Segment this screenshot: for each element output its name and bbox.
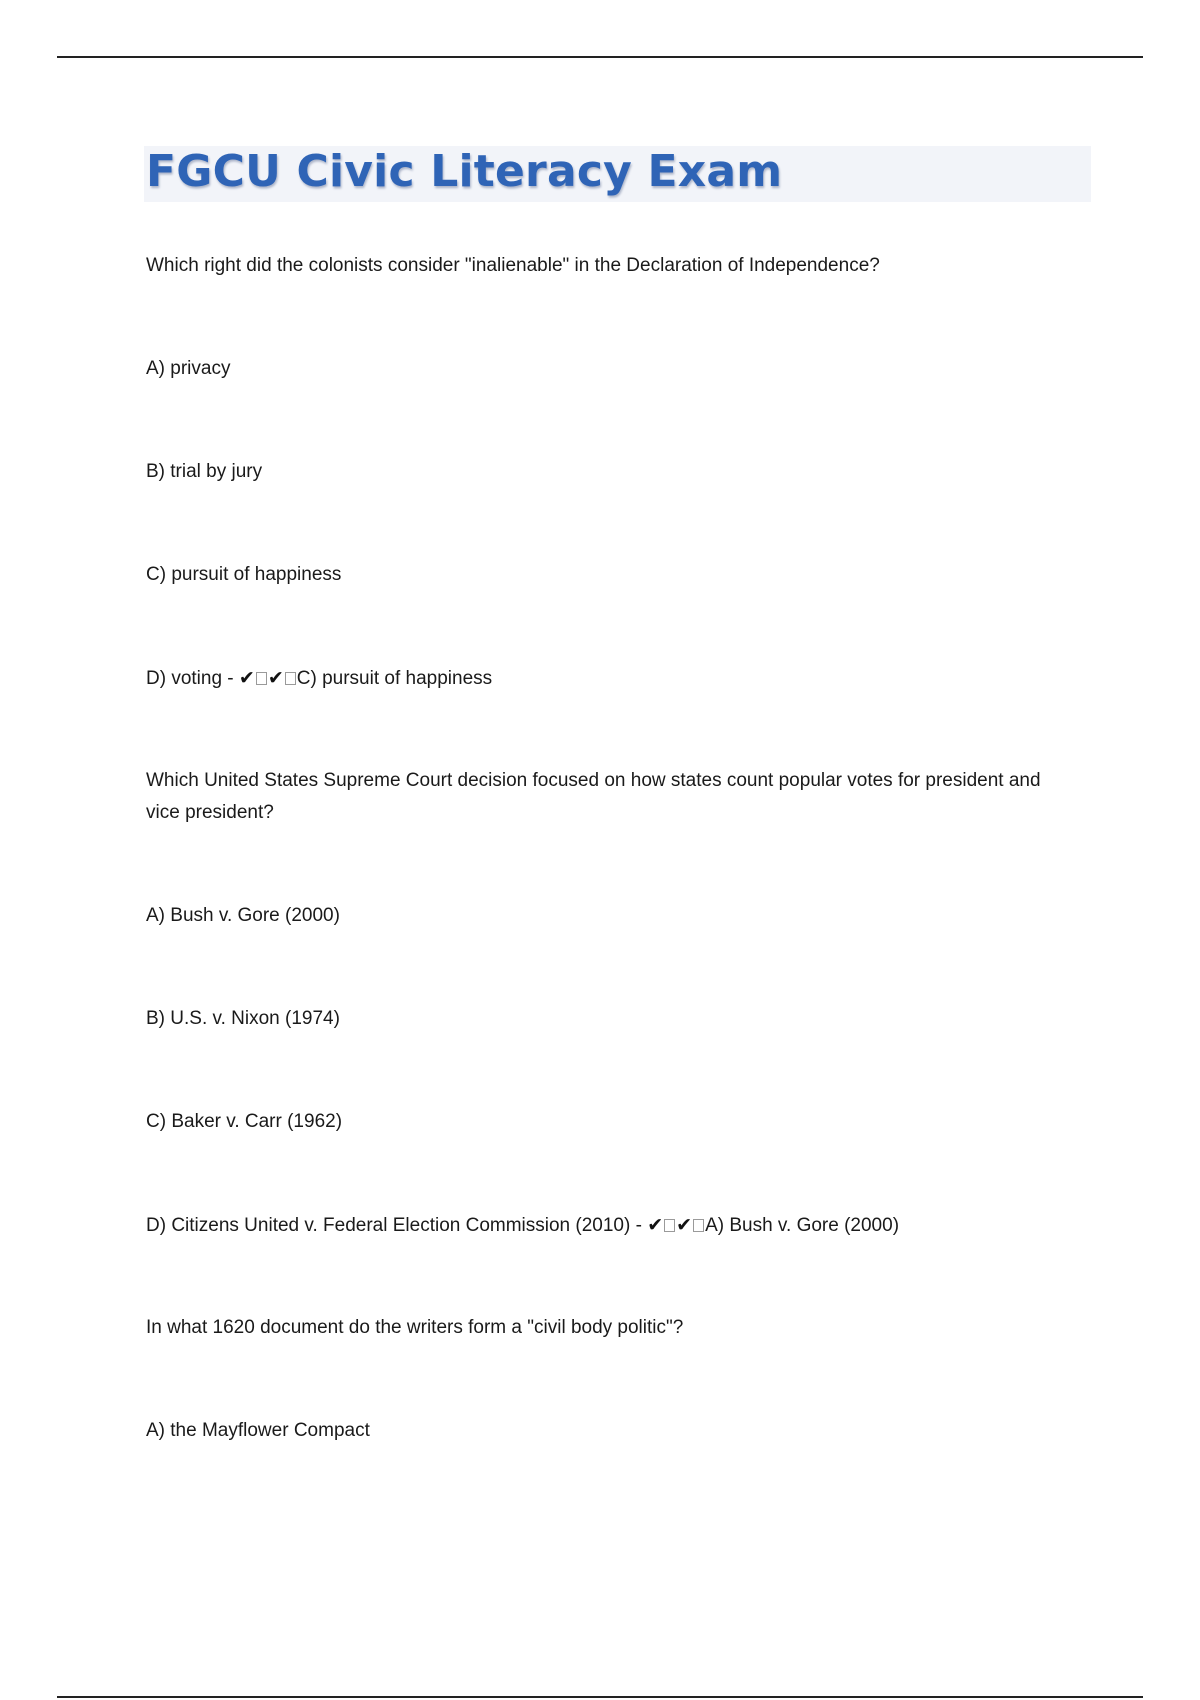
- question-1-option-d: D) voting -: [146, 668, 234, 689]
- question-2-prompt: Which United States Supreme Court decision focused on how states count popular votes for president and vice president?: [146, 770, 1041, 823]
- empty-box-icon: [256, 672, 267, 685]
- question-2-option-c: C) Baker v. Carr (1962): [146, 1111, 343, 1132]
- question-3-option-a: A) the Mayflower Compact: [146, 1420, 370, 1441]
- empty-box-icon: [285, 672, 296, 685]
- question-1-option-a: A) privacy: [146, 358, 231, 379]
- check-mark-icon: ✔: [647, 1214, 664, 1236]
- question-2-answer: A) Bush v. Gore (2000): [705, 1215, 900, 1236]
- top-rule: [57, 56, 1143, 58]
- question-1-option-d-with-answer: [146, 662, 1076, 695]
- document-title: FGCU Civic Literacy Exam: [146, 146, 783, 197]
- question-3-prompt: In what 1620 document do the writers form a "civil body politic"?: [146, 1317, 684, 1338]
- check-mark-icon: ✔: [238, 667, 255, 689]
- question-1-prompt: Which right did the colonists consider "inalienable" in the Declaration of Independence?: [146, 255, 880, 276]
- check-mark-icon: ✔: [676, 1214, 693, 1236]
- question-1-answer: C) pursuit of happiness: [296, 668, 493, 689]
- question-2-option-d: D) Citizens United v. Federal Election Commission (2010) -: [146, 1215, 642, 1236]
- question-2-option-a: A) Bush v. Gore (2000): [146, 905, 340, 926]
- question-1-option-c: C) pursuit of happiness: [146, 564, 342, 585]
- empty-box-icon: [664, 1219, 675, 1232]
- question-2-option-d-with-answer: [146, 1209, 1076, 1242]
- check-mark-icon: ✔: [267, 667, 284, 689]
- bottom-rule: [57, 1696, 1143, 1698]
- question-1-option-b: B) trial by jury: [146, 461, 263, 482]
- question-2-option-b: B) U.S. v. Nixon (1974): [146, 1008, 340, 1029]
- empty-box-icon: [693, 1219, 704, 1232]
